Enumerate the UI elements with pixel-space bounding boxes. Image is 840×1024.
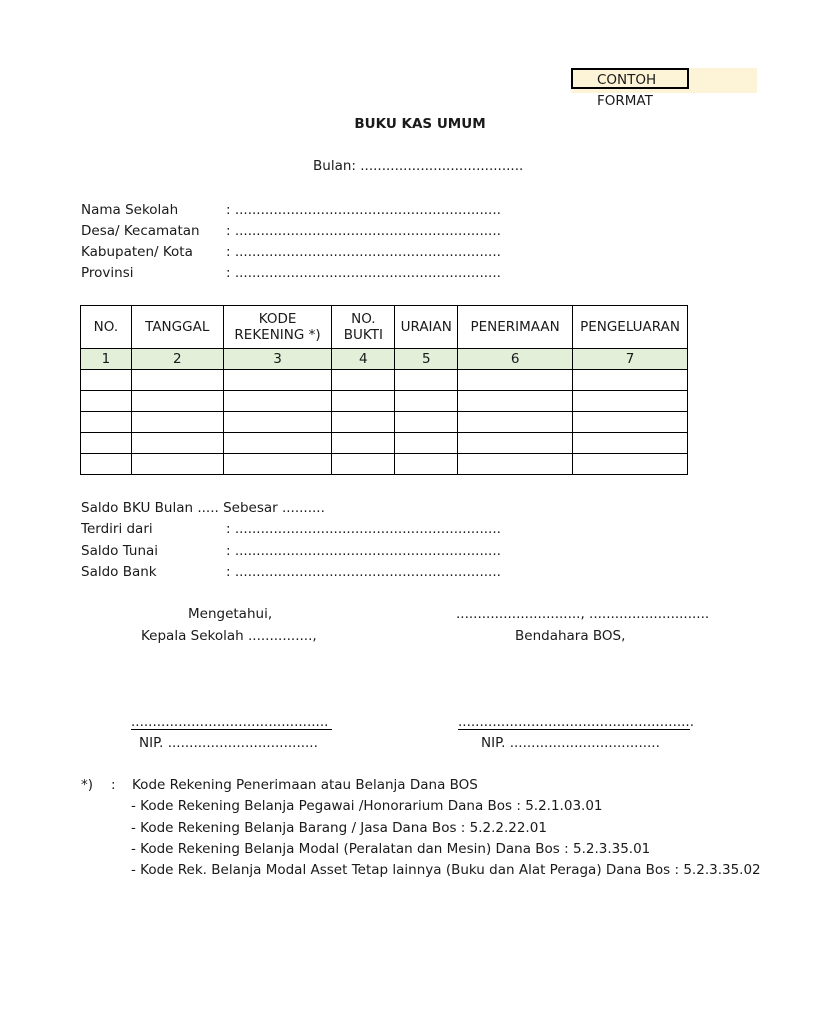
table-cell[interactable] <box>395 412 458 433</box>
info-value-provinsi: : .............................................................. <box>226 265 501 281</box>
table-cell[interactable] <box>573 454 688 475</box>
column-number: 4 <box>332 349 395 370</box>
info-label-provinsi: Provinsi <box>81 265 134 281</box>
table-row <box>81 454 688 475</box>
saldo-value-tunai: : .............................................................. <box>226 543 501 559</box>
saldo-label-terdiri-dari: Terdiri dari <box>81 521 153 537</box>
col-header-kode-rekening: KODE REKENING *) <box>223 306 332 349</box>
table-cell[interactable] <box>223 454 332 475</box>
right-nip: NIP. ................................... <box>481 735 660 751</box>
table-cell[interactable] <box>573 433 688 454</box>
info-value-kabupaten-kota: : .............................................................. <box>226 244 501 260</box>
table-cell[interactable] <box>458 370 573 391</box>
table-cell[interactable] <box>81 454 132 475</box>
table-cell[interactable] <box>81 391 132 412</box>
notes-item: - Kode Rek. Belanja Modal Asset Tetap lainnya (Buku dan Alat Peraga) Dana Bos : 5.2.3.35.02 <box>131 862 761 878</box>
notes-item: - Kode Rekening Belanja Barang / Jasa Dana Bos : 5.2.2.22.01 <box>131 820 547 836</box>
column-number: 7 <box>573 349 688 370</box>
mengetahui-label: Mengetahui, <box>188 606 273 622</box>
table-cell[interactable] <box>131 391 223 412</box>
col-header-uraian: URAIAN <box>395 306 458 349</box>
page-title: BUKU KAS UMUM <box>354 116 486 132</box>
table-header-row <box>81 306 688 349</box>
saldo-bku-line: Saldo BKU Bulan ..... Sebesar .......... <box>81 500 325 516</box>
table-row <box>81 370 688 391</box>
left-signature-name: .............................................. <box>131 714 329 730</box>
bendahara-label: Bendahara BOS, <box>515 628 626 644</box>
info-value-desa-kecamatan: : .............................................................. <box>226 223 501 239</box>
table-cell[interactable] <box>573 412 688 433</box>
column-number: 2 <box>131 349 223 370</box>
saldo-label-bank: Saldo Bank <box>81 564 157 580</box>
table-cell[interactable] <box>131 370 223 391</box>
table-cell[interactable] <box>395 433 458 454</box>
table-cell[interactable] <box>223 412 332 433</box>
col-header-no-bukti: NO. BUKTI <box>332 306 395 349</box>
table-cell[interactable] <box>332 454 395 475</box>
table-cell[interactable] <box>395 370 458 391</box>
kepala-sekolah-label: Kepala Sekolah ..............., <box>141 628 317 644</box>
col-header-no: NO. <box>81 306 132 349</box>
table-cell[interactable] <box>131 412 223 433</box>
notes-colon: : <box>111 777 116 793</box>
place-date-line: ............................., ............................ <box>456 606 710 622</box>
info-label-desa-kecamatan: Desa/ Kecamatan <box>81 223 200 239</box>
table-cell[interactable] <box>395 391 458 412</box>
bulan-line: Bulan: ...................................... <box>313 158 524 174</box>
table-cell[interactable] <box>573 391 688 412</box>
table-cell[interactable] <box>458 412 573 433</box>
table-row <box>81 433 688 454</box>
col-header-pengeluaran: PENGELUARAN <box>573 306 688 349</box>
table-cell[interactable] <box>332 433 395 454</box>
table-cell[interactable] <box>458 391 573 412</box>
table-cell[interactable] <box>81 412 132 433</box>
table-cell[interactable] <box>81 370 132 391</box>
left-signature-line <box>131 729 332 730</box>
bku-table <box>80 305 688 475</box>
table-cell[interactable] <box>131 433 223 454</box>
info-label-nama-sekolah: Nama Sekolah <box>81 202 179 218</box>
left-nip: NIP. ................................... <box>139 735 318 751</box>
info-value-nama-sekolah: : .............................................................. <box>226 202 501 218</box>
notes-intro: Kode Rekening Penerimaan atau Belanja Dana BOS <box>132 777 478 793</box>
column-number-row <box>81 349 688 370</box>
column-number: 3 <box>223 349 332 370</box>
saldo-value-bank: : .............................................................. <box>226 564 501 580</box>
saldo-label-tunai: Saldo Tunai <box>81 543 159 559</box>
saldo-value-terdiri-dari: : .............................................................. <box>226 521 501 537</box>
format-badge-label: CONTOH FORMAT <box>597 72 657 109</box>
column-number: 6 <box>458 349 573 370</box>
table-cell[interactable] <box>458 433 573 454</box>
table-cell[interactable] <box>81 433 132 454</box>
info-label-kabupaten-kota: Kabupaten/ Kota <box>81 244 193 260</box>
col-header-tanggal: TANGGAL <box>131 306 223 349</box>
right-signature-name: ....................................................... <box>458 714 695 730</box>
col-header-penerimaan: PENERIMAAN <box>458 306 573 349</box>
table-cell[interactable] <box>332 370 395 391</box>
column-number: 5 <box>395 349 458 370</box>
table-cell[interactable] <box>131 454 223 475</box>
table-row <box>81 391 688 412</box>
table-row <box>81 412 688 433</box>
table-cell[interactable] <box>332 412 395 433</box>
column-number: 1 <box>81 349 132 370</box>
table-cell[interactable] <box>573 370 688 391</box>
notes-marker: *) <box>81 777 94 793</box>
notes-item: - Kode Rekening Belanja Modal (Peralatan dan Mesin) Dana Bos : 5.2.3.35.01 <box>131 841 651 857</box>
table-cell[interactable] <box>395 454 458 475</box>
right-signature-line <box>458 729 690 730</box>
table-cell[interactable] <box>223 391 332 412</box>
table-cell[interactable] <box>223 433 332 454</box>
table-cell[interactable] <box>223 370 332 391</box>
table-cell[interactable] <box>458 454 573 475</box>
notes-item: - Kode Rekening Belanja Pegawai /Honorarium Dana Bos : 5.2.1.03.01 <box>131 798 603 814</box>
table-cell[interactable] <box>332 391 395 412</box>
